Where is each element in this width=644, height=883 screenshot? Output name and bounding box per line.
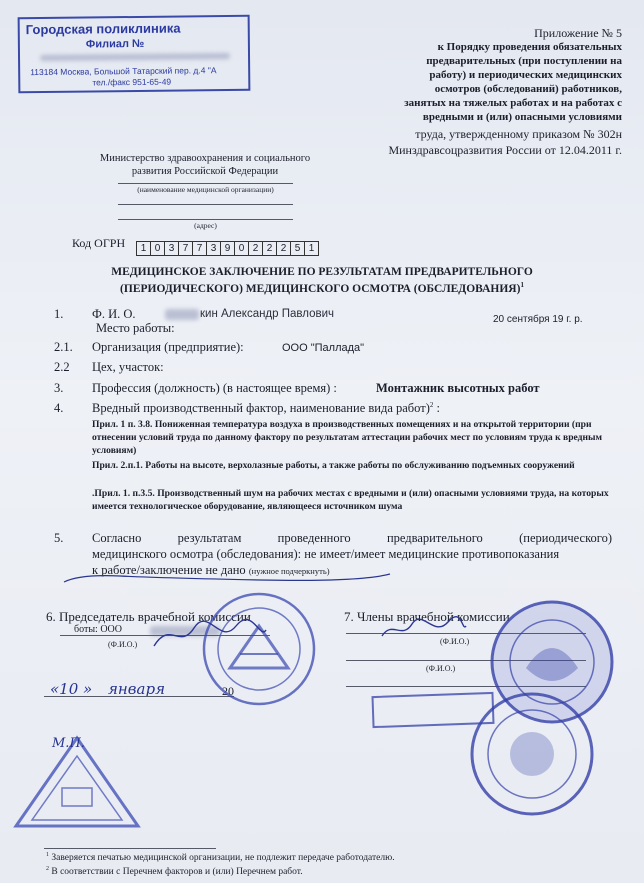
footnote: $^2$ В соответствии с Перечнем факторов и (или) Перечнем работ. [46,866,303,878]
hazard-factor: Прил. 2.п.1. Работы на высоте, верхолазные работы, а также работы по обслуживанию подъемных сооружений [92,460,575,471]
date-month: января [108,680,166,698]
signature-scribble [378,614,468,644]
fio-caption: (Ф.И.О.) [108,640,138,649]
conclusion-text: к работе/заключение не дано [92,563,246,577]
commission-chair-sub: боты: ООО [74,624,122,635]
handwritten-underline [60,556,400,586]
appendix-line: труда, утвержденному приказом № 302н [415,127,622,141]
hazard-label-text: Вредный производственный фактор, наименование вида работ) [92,401,430,416]
hazard-label [92,401,440,416]
footnote: $^1$ Заверяется печатью медицинской организации, не подлежит передаче работодателю. [46,852,395,864]
clinic-stamp [18,15,251,93]
org-name-line [118,183,293,184]
redaction [165,309,199,320]
item-number: 4. [54,401,64,415]
org-name-caption: (наименование медицинской организации) [137,185,274,194]
profession-value: Монтажник высотных работ [376,381,540,395]
item-number: 1. [54,307,64,321]
item-number: 2.1. [54,340,73,354]
appendix-line: к Порядку проведения обязательных [437,41,622,53]
fio-caption: (Ф.И.О.) [426,664,456,673]
appendix-line: занятых на тяжелых работах и на работах с [404,97,622,109]
birth-date: 20 сентября 19 г. р. [493,314,583,325]
footnote-separator [44,848,216,849]
org-line [118,204,293,205]
address-caption: (адрес) [194,221,217,230]
clinic-stamp-phone: тел./факс 951-65-49 [92,76,172,88]
hazard-factor: Прил. 1 п. 3.8. Пониженная температура воздуха в производственных помещениях и на открытой территории (при отнесении условий труда по данному фактору по результатам аттестации рабочих мест по условиям труда к вредным условиям) [92,419,603,456]
ogrn-digit: 2 [276,241,291,256]
item-number: 2.2 [54,360,70,374]
commission-chair-label: 6. Председатель врачебной комиссии [46,609,251,624]
appendix-line: осмотров (обследований) работников, [434,83,622,95]
clinic-stamp-address: 113184 Москва, Большой Татарский пер. д.4 "А [30,65,217,78]
ogrn-digit: 7 [192,241,207,256]
document-title: МЕДИЦИНСКОЕ ЗАКЛЮЧЕНИЕ ПО РЕЗУЛЬТАТАМ ПРЕДВАРИТЕЛЬНОГО [111,266,533,278]
fio-value: кин Александр Павлович [200,308,335,320]
footnote-text: В соответствии с Перечнем факторов и (или) Перечнем работ. [51,867,303,878]
ogrn-digit: 1 [136,241,151,256]
fio-caption: (Ф.И.О.) [440,637,470,646]
clinic-stamp-title: Городская поликлиника [25,20,181,38]
hazard-label-tail: : [433,401,440,416]
item-number: 5. [54,531,64,545]
ogrn-digit: 2 [262,241,277,256]
organization-label: Организация (предприятие): [92,340,244,354]
appendix-line: вредными и (или) опасными условиями [422,111,622,123]
ogrn-digit: 0 [150,241,165,256]
document-title-2 [20,281,624,295]
conclusion-text: Согласно результатам проведенного предварительного (периодического) [92,531,612,545]
personal-stamp [371,692,494,728]
ogrn-digit: 2 [248,241,263,256]
ogrn-digit: 5 [290,241,305,256]
appendix-line: работу) и периодических медицинских [429,69,622,81]
footnote-ref: 2 [429,401,434,409]
ministry-line: Министерство здравоохранения и социального [99,153,311,164]
ogrn-boxes [136,238,318,256]
footnote-ref: 1 [520,281,524,289]
hazard-factor: .Прил. 1. п.3.5. Производственный шум на рабочих местах с вредными и (или) опасными условиями труда, на которых имеется технологическое оборудование, являющееся источником шума [92,488,609,512]
appendix-line: Минздравсоцразвития России от 12.04.2011 г. [388,143,622,157]
date-year: 20 [222,684,234,698]
date-day: «10 » [50,680,93,698]
ogrn-digit: 9 [220,241,235,256]
fio-label: Ф. И. О. [92,307,136,321]
conclusion-text: медицинского осмотра (обследования): не имеет/имеет медицинские противопоказания [92,547,560,561]
clinic-stamp-branch: Филиал № [85,37,145,51]
organization-value: ООО "Паллада" [282,342,365,354]
appendix-title: Приложение № 5 [534,26,622,40]
mp-label: М.П. [52,736,85,751]
underline-note: (нужное подчеркнуть) [248,566,330,576]
profession-label: Профессия (должность) (в настоящее время) : [92,381,337,395]
address-line [118,219,293,220]
ministry-line: развития Российской Федерации [131,166,279,177]
ogrn-digit: 3 [164,241,179,256]
appendix-line: предварительных (при поступлении на [426,55,622,67]
commission-members-label: 7. Члены врачебной комиссии [344,609,510,624]
workplace-label: Место работы: [96,321,175,335]
ogrn-digit: 7 [178,241,193,256]
workshop-label: Цех, участок: [92,360,164,374]
footnote-text: Заверяется печатью медицинской организации, не подлежит передаче работодателю. [51,853,395,864]
ogrn-digit: 3 [206,241,221,256]
redaction [40,53,230,61]
document-title-text: (ПЕРИОДИЧЕСКОГО) МЕДИЦИНСКОГО ОСМОТРА (ОБСЛЕДОВАНИЯ) [120,282,521,295]
ogrn-digit: 1 [304,241,319,256]
ogrn-digit: 0 [234,241,249,256]
ogrn-label: Код ОГРН [72,236,126,250]
signature-scribble [150,616,270,656]
item-number: 3. [54,381,64,395]
